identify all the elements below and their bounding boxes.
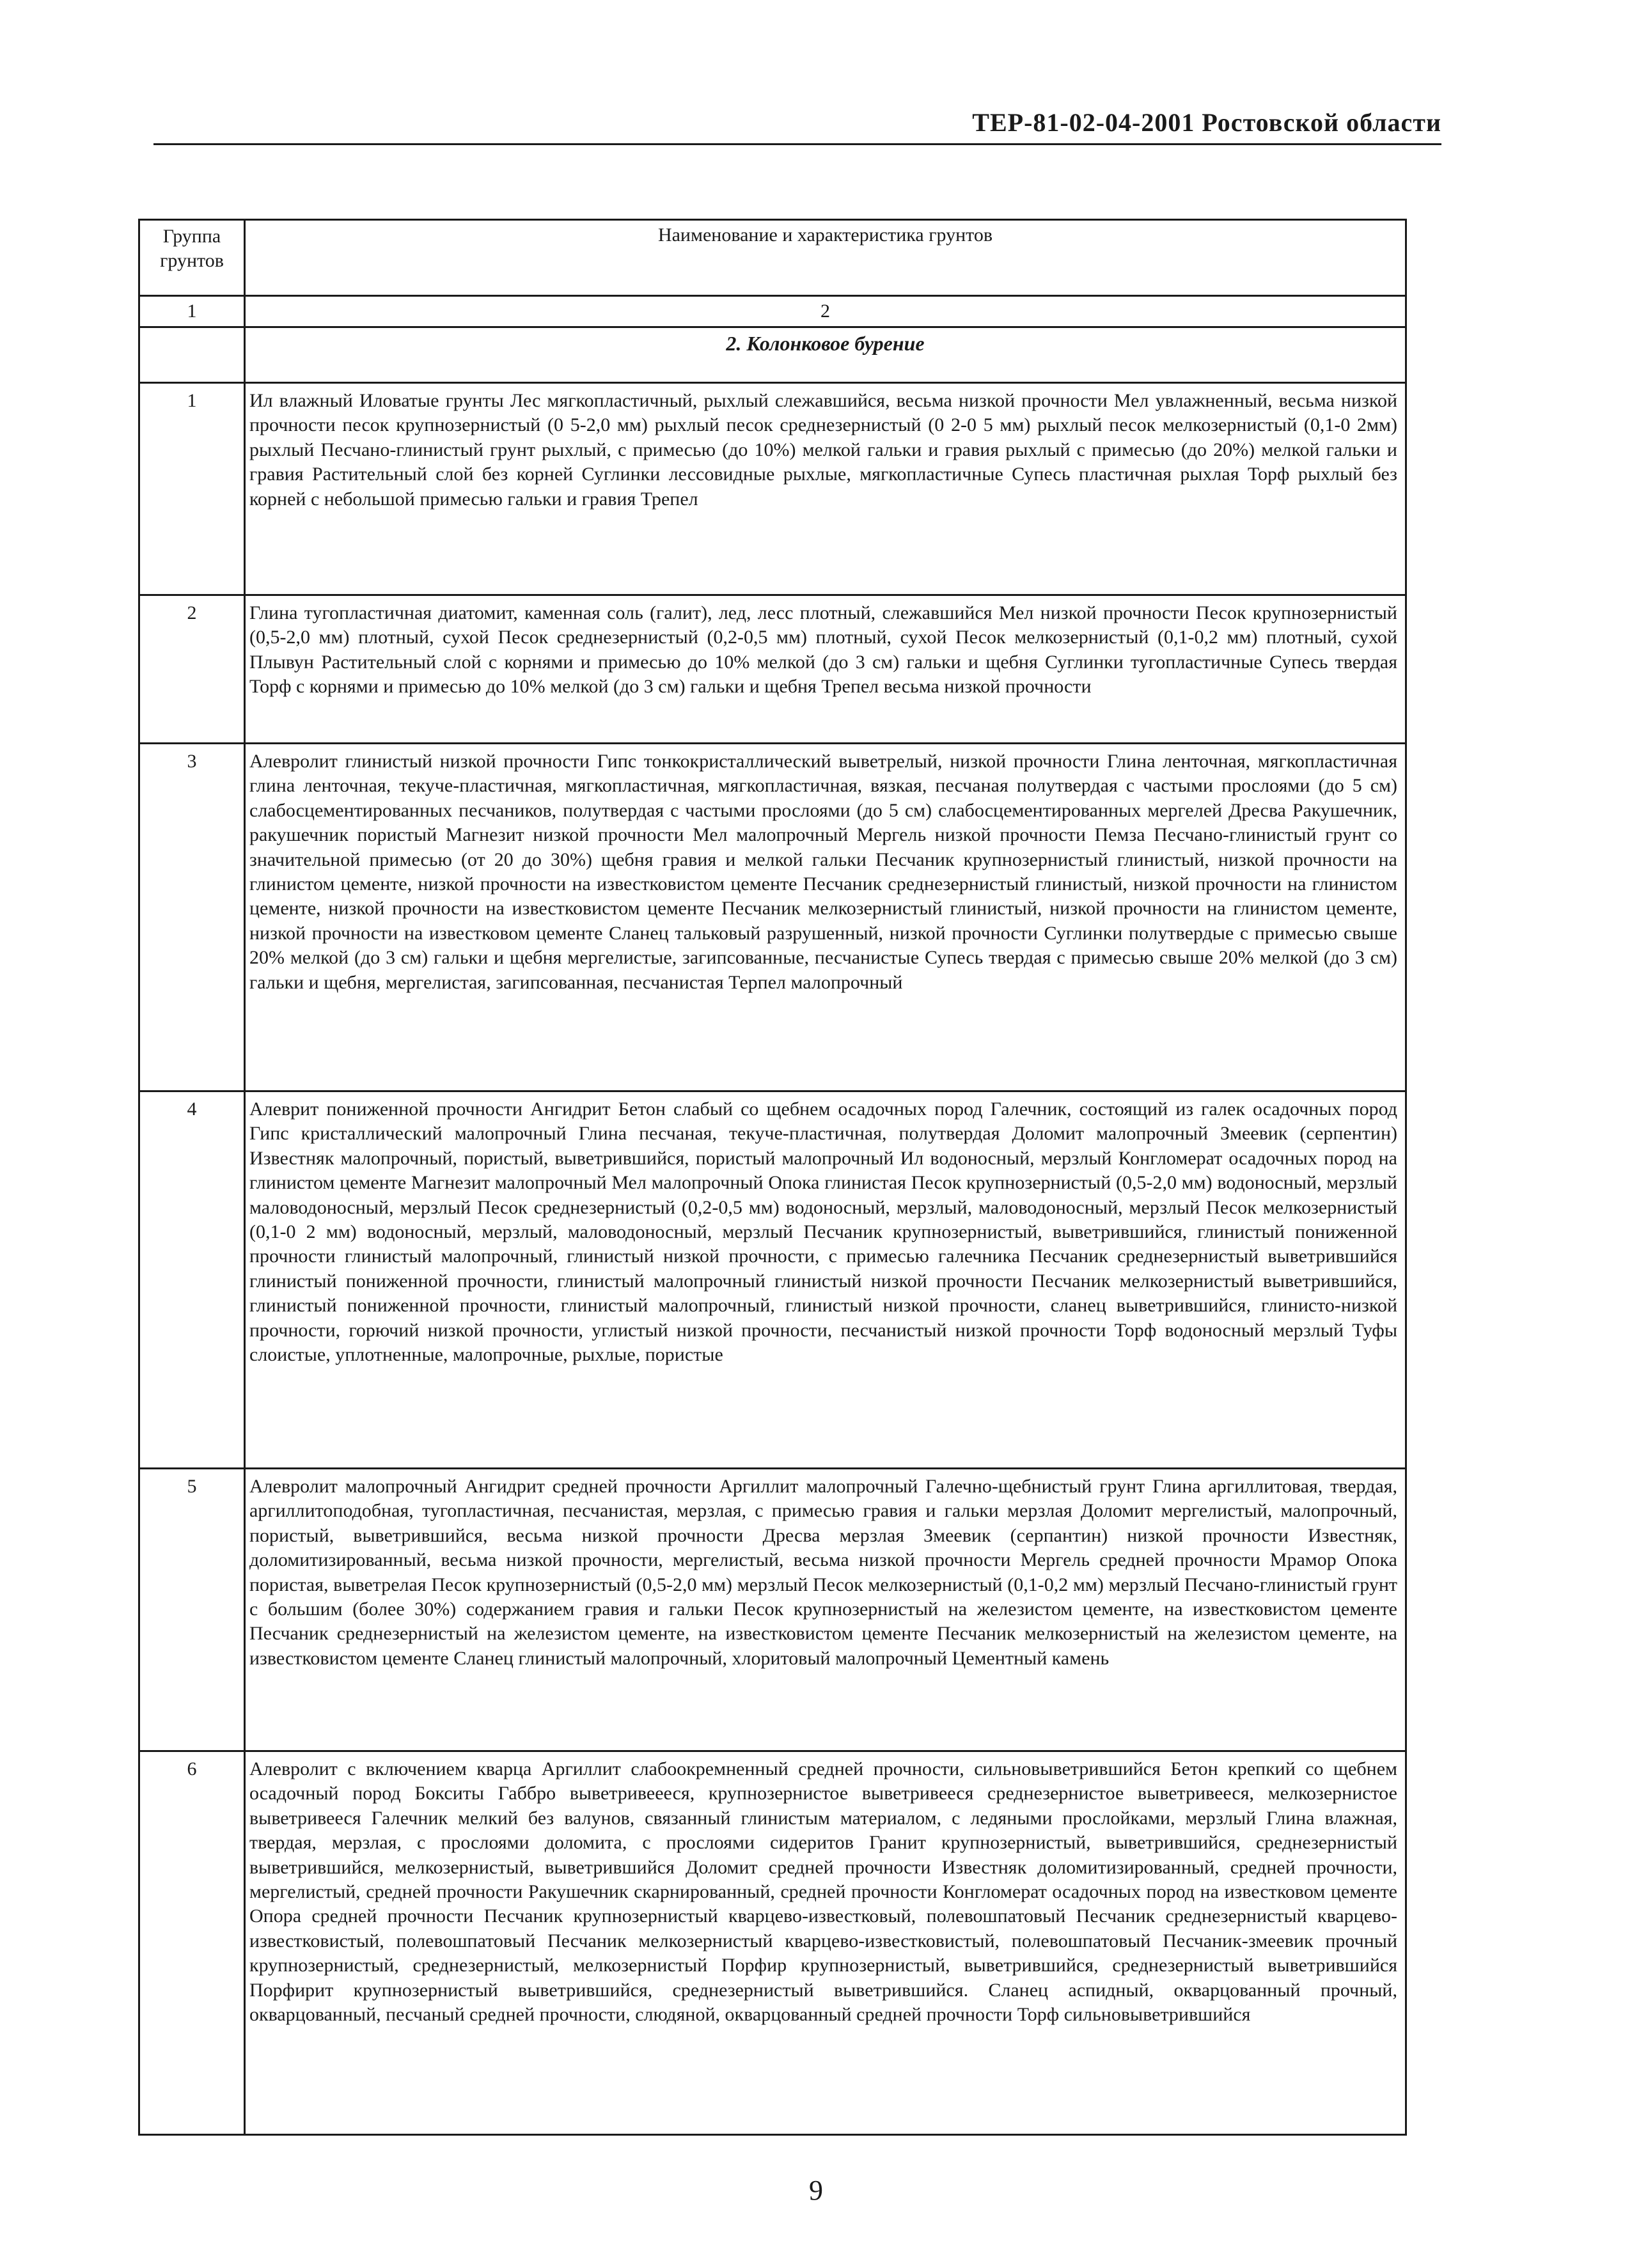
table-row: [139, 744, 1406, 1091]
section-row: [139, 327, 1406, 383]
group-number: 2: [139, 595, 245, 744]
col-header-group: Группа грунтов: [139, 220, 245, 296]
table-row: [139, 1091, 1406, 1469]
col-header-description: Наименование и характеристика грунтов: [245, 220, 1406, 296]
col-number-2: 2: [245, 296, 1406, 327]
document-code: ТЕР-81-02-04-2001 Ростовской области: [972, 108, 1441, 137]
soil-groups-table: [138, 219, 1407, 2136]
page-number: 9: [809, 2175, 823, 2206]
group-number: 1: [139, 383, 245, 595]
section-empty-cell: [139, 327, 245, 383]
group-number: 3: [139, 744, 245, 1091]
col-number-1: 1: [139, 296, 245, 327]
group-number: 4: [139, 1091, 245, 1469]
group-description: Алевролит с включением кварца Аргиллит слабоокремненный средней прочности, сильновыветрившийся Бетон крепкий со щебнем осадочный пород Бокситы Габбро выветривеееся, крупнозернистое выветривееся среднезернистое выветривееся, мелкозернистое выветривееся Галечник мелкий без валунов, связанный глинистым материалом, с ледяными прослойками, мерзлый Глина влажная, твердая, мерзлая, с прослоями доломита, с прослоями сидеритов Гранит крупнозернистый, выветрившийся, среднезернистый выветрившийся, мелкозернистый, выветрившийся Доломит средней прочности Известняк доломитизированный, средней прочности, мергелистый, средней прочности Ракушечник скарнированный, средней прочности Конгломерат осадочных пород на известковом цементе Опора средней прочности Песчаник крупнозернистый кварцево-известковый, полевошпатовый Песчаник среднезернистый кварцево-известковистый, полевошпатовый Песчаник мелкозернистый кварцево-известковистый, полевошпатовый Песчаник-змеевик прочный крупнозернистый, среднезернистый, мелкозернистый Порфир крупнозернистый, выветрившийся, среднезернистый выветрившийся Порфирит крупнозернистый выветрившийся, среднезернистый выветрившийся. Сланец аспидный, окварцованный прочный, окварцованный, песчаный средней прочности, слюдяной, окварцованный средней прочности Торф сильновыветрившийся: [245, 1751, 1406, 2135]
table-header-row: [139, 220, 1406, 296]
table-row: [139, 1751, 1406, 2135]
group-description: Алевролит малопрочный Ангидрит средней прочности Аргиллит малопрочный Галечно-щебнистый грунт Глина аргиллитовая, твердая, аргиллитоподобная, тугопластичная, песчанистая, мерзлая, с примесью гравия и гальки мерзлая Доломит мергелистый, малопрочный, пористый, выветрившийся, весьма низкой прочности Дресва мерзлая Змеевик (серпантин) низкой прочности Известняк, доломитизированный, весьма низкой прочности, мергелистый, весьма низкой прочности Мергель средней прочности Мрамор Опока пористая, выветрелая Песок крупнозернистый (0,5-2,0 мм) мерзлый Песок мелкозернистый (0,1-0,2 мм) мерзлый Песчано-глинистый грунт с большим (более 30%) содержанием гравия и гальки Песок крупнозернистый на железистом цементе, на известковистом цементе Песчаник среднезернистый на железистом цементе, на известковистом цементе Песчаник мелкозернистый на железистом цементе, на известковистом цементе Сланец глинистый малопрочный, хлоритовый малопрочный Цементный камень: [245, 1469, 1406, 1751]
column-number-row: [139, 296, 1406, 327]
table-row: [139, 383, 1406, 595]
header-rule: [153, 143, 1441, 145]
group-number: 6: [139, 1751, 245, 2135]
group-number: 5: [139, 1469, 245, 1751]
table-row: [139, 595, 1406, 744]
group-description: Глина тугопластичная диатомит, каменная соль (галит), лед, лесс плотный, слежавшийся Мел низкой прочности Песок крупнозернистый (0,5-2,0 мм) плотный, сухой Песок среднезернистый (0,2-0,5 мм) плотный, сухой Песок мелкозернистый (0,1-0,2 мм) плотный, сухой Плывун Растительный слой с корнями и примесью до 10% мелкой (до 3 см) гальки и щебня Суглинки тугопластичные Супесь твердая Торф с корнями и примесью до 10% мелкой (до 3 см) гальки и щебня Трепел весьма низкой прочности: [245, 595, 1406, 744]
section-title: 2. Колонковое бурение: [245, 327, 1406, 383]
group-description: Алеврит пониженной прочности Ангидрит Бетон слабый со щебнем осадочных пород Галечник, состоящий из галек осадочных пород Гипс кристаллический малопрочный Глина песчаная, текуче-пластичная, полутвердая Доломит малопрочный Змеевик (серпентин) Известняк малопрочный, пористый, выветрившийся, пористый малопрочный Ил водоносный, мерзлый Конгломерат осадочных пород на глинистом цементе Магнезит малопрочный Мел малопрочный Опока глинистая Песок крупнозернистый (0,5-2,0 мм) водоносный, мерзлый маловодоносный, мерзлый Песок среднезернистый (0,2-0,5 мм) водоносный, мерзлый, маловодоносный, мерзлый Песок мелкозернистый (0,1-0 2 мм) водоносный, мерзлый, маловодоносный, мерзлый Песчаник крупнозернистый, выветрившийся, глинистый пониженной прочности глинистый малопрочный, глинистый низкой прочности, с примесью галечника Песчаник среднезернистый выветрившийся глинистый пониженной прочности, глинистый малопрочный глинистый низкой прочности Песчаник мелкозернистый выветрившийся, глинистый пониженной прочности, глинистый малопрочный, глинистый низкой прочности, сланец выветрившийся, глинисто-низкой прочности, горючий низкой прочности, углистый низкой прочности, песчанистый низкой прочности Торф водоносный мерзлый Туфы слоистые, уплотненные, малопрочные, рыхлые, пористые: [245, 1091, 1406, 1469]
group-description: Ил влажный Иловатые грунты Лес мягкопластичный, рыхлый слежавшийся, весьма низкой прочности Мел увлажненный, весьма низкой прочности песок крупнозернистый (0 5-2,0 мм) рыхлый песок среднезернистый (0 2-0 5 мм) рыхлый песок мелкозернистый (0,1-0 2мм) рыхлый Песчано-глинистый грунт рыхлый, с примесью (до 10%) мелкой гальки и гравия рыхлый с примесью (до 20%) мелкой гальки и гравия Растительный слой без корней Суглинки лессовидные рыхлые, мягкопластичные Супесь пластичная рыхлая Торф рыхлый без корней с небольшой примесью гальки и гравия Трепел: [245, 383, 1406, 595]
table-row: [139, 1469, 1406, 1751]
group-description: Алевролит глинистый низкой прочности Гипс тонкокристаллический выветрелый, низкой прочности Глина ленточная, мягкопластичная глина ленточная, текуче-пластичная, мягкопластичная, мягкопластичная, вязкая, песчаная полутвердая с частыми прослоями (до 5 см) слабосцементированных песчаников, полутвердая с частыми прослоями (до 5 см) слабосцементированных мергелей Дресва Ракушечник, ракушечник пористый Магнезит низкой прочности Мел малопрочный Мергель низкой прочности Пемза Песчано-глинистый грунт со значительной примесью (от 20 до 30%) щебня гравия и мелкой гальки Песчаник крупнозернистый глинистый, низкой прочности на глинистом цементе, низкой прочности на известковистом цементе Песчаник среднезернистый глинистый, низкой прочности на глинистом цементе, низкой прочности на известковистом цементе Песчаник мелкозернистый глинистый, низкой прочности на глинистом цементе, низкой прочности на известковом цементе Сланец тальковый разрушенный, низкой прочности Суглинки полутвердые с примесью свыше 20% мелкой (до 3 см) гальки и щебня мергелистые, загипсованные, песчанистые Супесь твердая с примесью свыше 20% мелкой (до 3 см) гальки и щебня, мергелистая, загипсованная, песчанистая Терпел малопрочный: [245, 744, 1406, 1091]
